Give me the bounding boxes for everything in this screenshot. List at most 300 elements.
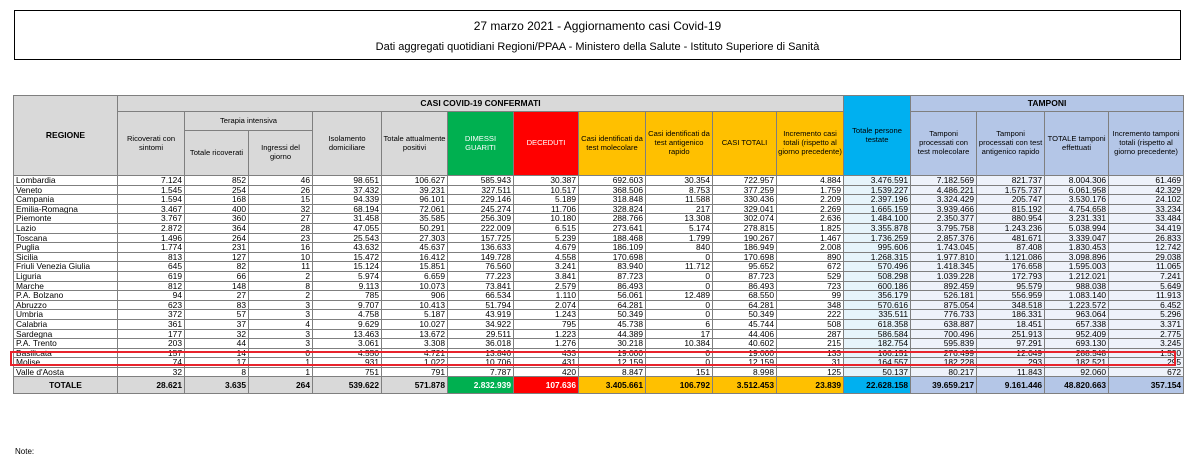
table-row — [14, 291, 1184, 301]
value-cell: 68.550 — [713, 291, 777, 301]
value-cell: 586.584 — [844, 329, 911, 339]
table-row — [14, 271, 1184, 281]
value-cell: 7.182.569 — [911, 176, 977, 186]
value-cell: 186.331 — [977, 310, 1045, 320]
total-cell: 2.832.939 — [448, 377, 514, 394]
value-cell: 892.459 — [911, 281, 977, 291]
value-cell: 1.243 — [514, 310, 579, 320]
value-cell: 83 — [185, 300, 249, 310]
value-cell: 3.231.331 — [1045, 214, 1109, 224]
value-cell: 5.296 — [1109, 310, 1184, 320]
value-cell: 481.671 — [977, 233, 1045, 243]
value-cell: 795 — [514, 319, 579, 329]
value-cell: 245.274 — [448, 204, 514, 214]
value-cell: 1.022 — [382, 358, 448, 368]
region-name-cell: Sicilia — [14, 252, 118, 262]
value-cell: 1.039.228 — [911, 271, 977, 281]
value-cell: 1.276 — [514, 339, 579, 349]
value-cell: 177 — [118, 329, 185, 339]
region-name-cell: Marche — [14, 281, 118, 291]
value-cell: 57 — [185, 310, 249, 320]
value-cell: 73.841 — [448, 281, 514, 291]
value-cell: 293 — [977, 358, 1045, 368]
table-row — [14, 176, 1184, 186]
value-cell: 1.799 — [646, 233, 713, 243]
value-cell: 56.061 — [579, 291, 646, 301]
value-cell: 3.355.878 — [844, 223, 911, 233]
value-cell: 17 — [185, 358, 249, 368]
value-cell: 0 — [646, 358, 713, 368]
value-cell: 231 — [185, 243, 249, 253]
header-region: REGIONE — [14, 96, 118, 176]
value-cell: 16 — [249, 243, 313, 253]
value-cell: 295 — [1109, 358, 1184, 368]
value-cell: 66.534 — [448, 291, 514, 301]
value-cell: 157.725 — [448, 233, 514, 243]
value-cell: 330.436 — [713, 195, 777, 205]
value-cell: 4.884 — [777, 176, 844, 186]
value-cell: 5.174 — [646, 223, 713, 233]
value-cell: 31 — [777, 358, 844, 368]
value-cell: 302.074 — [713, 214, 777, 224]
value-cell: 3.245 — [1109, 339, 1184, 349]
value-cell: 76.560 — [448, 262, 514, 272]
value-cell: 722.957 — [713, 176, 777, 186]
value-cell: 10.384 — [646, 339, 713, 349]
table-row — [14, 262, 1184, 272]
value-cell: 157 — [118, 348, 185, 358]
region-name-cell: Abruzzo — [14, 300, 118, 310]
value-cell: 68.194 — [313, 204, 382, 214]
value-cell: 3.339.047 — [1045, 233, 1109, 243]
value-cell: 77.223 — [448, 271, 514, 281]
value-cell: 988.038 — [1045, 281, 1109, 291]
value-cell: 10 — [249, 252, 313, 262]
value-cell: 3 — [249, 300, 313, 310]
value-cell: 361 — [118, 319, 185, 329]
value-cell: 188.468 — [579, 233, 646, 243]
value-cell: 99 — [777, 291, 844, 301]
value-cell: 44.406 — [713, 329, 777, 339]
table-row — [14, 195, 1184, 205]
header-col-13: Tamponi processati con test antigenico rapido — [977, 112, 1045, 176]
value-cell: 25.543 — [313, 233, 382, 243]
value-cell: 1.825 — [777, 223, 844, 233]
value-cell: 3.530.176 — [1045, 195, 1109, 205]
value-cell: 44.389 — [579, 329, 646, 339]
value-cell: 12.049 — [977, 348, 1045, 358]
value-cell: 39.231 — [382, 185, 448, 195]
value-cell: 50.291 — [382, 223, 448, 233]
value-cell: 600.186 — [844, 281, 911, 291]
value-cell: 31.458 — [313, 214, 382, 224]
value-cell: 10.027 — [382, 319, 448, 329]
value-cell: 13.672 — [382, 329, 448, 339]
value-cell: 508 — [777, 319, 844, 329]
value-cell: 815.192 — [977, 204, 1045, 214]
value-cell: 14 — [185, 348, 249, 358]
value-cell: 4.486.221 — [911, 185, 977, 195]
table-row — [14, 348, 1184, 358]
note-label: Note: — [15, 447, 35, 456]
value-cell: 32 — [249, 204, 313, 214]
value-cell: 170.698 — [713, 252, 777, 262]
value-cell: 645 — [118, 262, 185, 272]
value-cell: 1.743.045 — [911, 243, 977, 253]
value-cell: 96.101 — [382, 195, 448, 205]
value-cell: 46 — [249, 176, 313, 186]
value-cell: 30.218 — [579, 339, 646, 349]
value-cell: 72.061 — [382, 204, 448, 214]
value-cell: 318.848 — [579, 195, 646, 205]
value-cell: 87.723 — [713, 271, 777, 281]
value-cell: 34.922 — [448, 319, 514, 329]
value-cell: 26 — [249, 185, 313, 195]
value-cell: 329.041 — [713, 204, 777, 214]
value-cell: 1.496 — [118, 233, 185, 243]
header-col-10: Incremento casi totali (rispetto al giorno precedente) — [777, 112, 844, 176]
value-cell: 0 — [646, 310, 713, 320]
header-col-3: Isolamento domiciliare — [313, 112, 382, 176]
value-cell: 15.124 — [313, 262, 382, 272]
value-cell: 3.098.896 — [1045, 252, 1109, 262]
value-cell: 203 — [118, 339, 185, 349]
value-cell: 4.558 — [514, 252, 579, 262]
value-cell: 10.073 — [382, 281, 448, 291]
header-col-0: Ricoverati con sintomi — [118, 112, 185, 176]
value-cell: 420 — [514, 367, 579, 377]
report-title: 27 marzo 2021 - Aggiornamento casi Covid-19 — [473, 19, 722, 33]
value-cell: 11.706 — [514, 204, 579, 214]
value-cell: 94.339 — [313, 195, 382, 205]
value-cell: 995.606 — [844, 243, 911, 253]
value-cell: 15.851 — [382, 262, 448, 272]
header-col-9: CASI TOTALI — [713, 112, 777, 176]
value-cell: 86.493 — [579, 281, 646, 291]
value-cell: 3.795.758 — [911, 223, 977, 233]
value-cell: 127 — [185, 252, 249, 262]
value-cell: 1 — [249, 367, 313, 377]
total-cell: 28.621 — [118, 377, 185, 394]
value-cell: 1 — [249, 358, 313, 368]
value-cell: 15 — [249, 195, 313, 205]
value-cell: 2.350.377 — [911, 214, 977, 224]
value-cell: 215 — [777, 339, 844, 349]
value-cell: 35.585 — [382, 214, 448, 224]
value-cell: 8.004.306 — [1045, 176, 1109, 186]
value-cell: 222 — [777, 310, 844, 320]
value-cell: 151 — [646, 367, 713, 377]
value-cell: 1.594 — [118, 195, 185, 205]
value-cell: 148 — [185, 281, 249, 291]
value-cell: 700.496 — [911, 329, 977, 339]
value-cell: 149.728 — [448, 252, 514, 262]
value-cell: 82 — [185, 262, 249, 272]
value-cell: 136.633 — [448, 243, 514, 253]
value-cell: 106.627 — [382, 176, 448, 186]
value-cell: 751 — [313, 367, 382, 377]
value-cell: 37.432 — [313, 185, 382, 195]
header-col-7: Casi identificati da test molecolare — [579, 112, 646, 176]
value-cell: 1.977.810 — [911, 252, 977, 262]
value-cell: 24.102 — [1109, 195, 1184, 205]
value-cell: 0 — [646, 252, 713, 262]
total-cell: 539.622 — [313, 377, 382, 394]
table-row — [14, 367, 1184, 377]
value-cell: 672 — [777, 262, 844, 272]
table-row — [14, 339, 1184, 349]
value-cell: 44 — [185, 339, 249, 349]
value-cell: 30.354 — [646, 176, 713, 186]
region-name-cell: Campania — [14, 195, 118, 205]
value-cell: 1.110 — [514, 291, 579, 301]
value-cell: 1.418.345 — [911, 262, 977, 272]
value-cell: 276.499 — [911, 348, 977, 358]
region-name-cell: Sardegna — [14, 329, 118, 339]
value-cell: 12.159 — [579, 358, 646, 368]
table-row — [14, 185, 1184, 195]
value-cell: 33.234 — [1109, 204, 1184, 214]
value-cell: 618.358 — [844, 319, 911, 329]
value-cell: 43.919 — [448, 310, 514, 320]
table-row — [14, 300, 1184, 310]
value-cell: 785 — [313, 291, 382, 301]
region-name-cell: Umbria — [14, 310, 118, 320]
value-cell: 2 — [249, 291, 313, 301]
value-cell: 45.738 — [579, 319, 646, 329]
value-cell: 11.588 — [646, 195, 713, 205]
value-cell: 556.959 — [977, 291, 1045, 301]
value-cell: 2.636 — [777, 214, 844, 224]
region-name-cell: Emilia-Romagna — [14, 204, 118, 214]
value-cell: 2.872 — [118, 223, 185, 233]
value-cell: 9.113 — [313, 281, 382, 291]
region-name-cell: Valle d'Aosta — [14, 367, 118, 377]
value-cell: 51.794 — [448, 300, 514, 310]
value-cell: 190.267 — [713, 233, 777, 243]
value-cell: 87.723 — [579, 271, 646, 281]
value-cell: 98.651 — [313, 176, 382, 186]
value-cell: 8 — [185, 367, 249, 377]
value-cell: 4.550 — [313, 348, 382, 358]
value-cell: 133 — [777, 348, 844, 358]
value-cell: 27 — [249, 214, 313, 224]
value-cell: 6 — [646, 319, 713, 329]
value-cell: 12.489 — [646, 291, 713, 301]
value-cell: 0 — [646, 348, 713, 358]
value-cell: 95.652 — [713, 262, 777, 272]
value-cell: 32 — [118, 367, 185, 377]
value-cell: 11 — [249, 262, 313, 272]
value-cell: 2.074 — [514, 300, 579, 310]
value-cell: 11.913 — [1109, 291, 1184, 301]
region-name-cell: Friuli Venezia Giulia — [14, 262, 118, 272]
value-cell: 3.939.466 — [911, 204, 977, 214]
value-cell: 3.476.591 — [844, 176, 911, 186]
value-cell: 9.707 — [313, 300, 382, 310]
value-cell: 0 — [249, 348, 313, 358]
value-cell: 6.452 — [1109, 300, 1184, 310]
value-cell: 1.484.100 — [844, 214, 911, 224]
table-row — [14, 252, 1184, 262]
value-cell: 1.223 — [514, 329, 579, 339]
table-row — [14, 233, 1184, 243]
value-cell: 5.189 — [514, 195, 579, 205]
value-cell: 19.000 — [579, 348, 646, 358]
value-cell: 125 — [777, 367, 844, 377]
table-row — [14, 223, 1184, 233]
value-cell: 1.736.259 — [844, 233, 911, 243]
value-cell: 66 — [185, 271, 249, 281]
value-cell: 2.857.376 — [911, 233, 977, 243]
value-cell: 5.974 — [313, 271, 382, 281]
value-cell: 40.602 — [713, 339, 777, 349]
value-cell: 3 — [249, 310, 313, 320]
table-row — [14, 329, 1184, 339]
value-cell: 18.451 — [977, 319, 1045, 329]
value-cell: 723 — [777, 281, 844, 291]
value-cell: 92.060 — [1045, 367, 1109, 377]
value-cell: 45.637 — [382, 243, 448, 253]
value-cell: 672 — [1109, 367, 1184, 377]
value-cell: 400 — [185, 204, 249, 214]
value-cell: 34.419 — [1109, 223, 1184, 233]
value-cell: 264 — [185, 233, 249, 243]
value-cell: 168 — [185, 195, 249, 205]
value-cell: 360 — [185, 214, 249, 224]
region-name-cell: Basilicata — [14, 348, 118, 358]
value-cell: 19.000 — [713, 348, 777, 358]
value-cell: 2.209 — [777, 195, 844, 205]
value-cell: 61.469 — [1109, 176, 1184, 186]
table-row — [14, 358, 1184, 368]
value-cell: 23 — [249, 233, 313, 243]
value-cell: 693.130 — [1045, 339, 1109, 349]
value-cell: 875.054 — [911, 300, 977, 310]
value-cell: 27.303 — [382, 233, 448, 243]
value-cell: 217 — [646, 204, 713, 214]
value-cell: 657.338 — [1045, 319, 1109, 329]
value-cell: 1.539.227 — [844, 185, 911, 195]
value-cell: 348 — [777, 300, 844, 310]
header-col-12: Tamponi processati con test molecolare — [911, 112, 977, 176]
region-name-cell: Lazio — [14, 223, 118, 233]
table-row — [14, 243, 1184, 253]
value-cell: 12.159 — [713, 358, 777, 368]
value-cell: 4.758 — [313, 310, 382, 320]
value-cell: 368.506 — [579, 185, 646, 195]
value-cell: 3.841 — [514, 271, 579, 281]
table-row — [14, 204, 1184, 214]
value-cell: 186.109 — [579, 243, 646, 253]
value-cell: 164.557 — [844, 358, 911, 368]
value-cell: 8.847 — [579, 367, 646, 377]
value-cell: 1.545 — [118, 185, 185, 195]
header-terapia-intensiva: Terapia intensiva — [185, 112, 313, 131]
value-cell: 10.180 — [514, 214, 579, 224]
total-cell: 48.820.663 — [1045, 377, 1109, 394]
value-cell: 1.083.140 — [1045, 291, 1109, 301]
value-cell: 3.061 — [313, 339, 382, 349]
totals-row — [14, 377, 1184, 394]
value-cell: 3.324.429 — [911, 195, 977, 205]
value-cell: 11.712 — [646, 262, 713, 272]
value-cell: 288.548 — [1045, 348, 1109, 358]
value-cell: 5.038.994 — [1045, 223, 1109, 233]
value-cell: 821.737 — [977, 176, 1045, 186]
value-cell: 813 — [118, 252, 185, 262]
value-cell: 7.787 — [448, 367, 514, 377]
value-cell: 172.793 — [977, 271, 1045, 281]
header-col-6: DECEDUTI — [514, 112, 579, 176]
header-col-15: Incremento tamponi totali (rispetto al giorno precedente) — [1109, 112, 1184, 176]
value-cell: 2.269 — [777, 204, 844, 214]
value-cell: 5.187 — [382, 310, 448, 320]
value-cell: 931 — [313, 358, 382, 368]
value-cell: 1.530 — [1109, 348, 1184, 358]
region-name-cell: Toscana — [14, 233, 118, 243]
value-cell: 3 — [249, 329, 313, 339]
region-name-cell: Piemonte — [14, 214, 118, 224]
value-cell: 1.595.003 — [1045, 262, 1109, 272]
value-cell: 433 — [514, 348, 579, 358]
value-cell: 30.387 — [514, 176, 579, 186]
value-cell: 6.515 — [514, 223, 579, 233]
value-cell: 356.179 — [844, 291, 911, 301]
region-name-cell: Lombardia — [14, 176, 118, 186]
value-cell: 94 — [118, 291, 185, 301]
value-cell: 1.575.737 — [977, 185, 1045, 195]
value-cell: 29.038 — [1109, 252, 1184, 262]
value-cell: 8.998 — [713, 367, 777, 377]
total-cell: 22.628.158 — [844, 377, 911, 394]
value-cell: 9.629 — [313, 319, 382, 329]
value-cell: 5.649 — [1109, 281, 1184, 291]
value-cell: 7.241 — [1109, 271, 1184, 281]
value-cell: 3.767 — [118, 214, 185, 224]
value-cell: 529 — [777, 271, 844, 281]
value-cell: 364 — [185, 223, 249, 233]
value-cell: 37 — [185, 319, 249, 329]
value-cell: 26.833 — [1109, 233, 1184, 243]
value-cell: 64.281 — [713, 300, 777, 310]
total-cell: 571.878 — [382, 377, 448, 394]
value-cell: 1.774 — [118, 243, 185, 253]
totals-label: TOTALE — [14, 377, 118, 394]
value-cell: 776.733 — [911, 310, 977, 320]
value-cell: 952.409 — [1045, 329, 1109, 339]
total-cell: 264 — [249, 377, 313, 394]
value-cell: 28 — [249, 223, 313, 233]
value-cell: 33.484 — [1109, 214, 1184, 224]
value-cell: 50.349 — [579, 310, 646, 320]
value-cell: 36.018 — [448, 339, 514, 349]
value-cell: 3.308 — [382, 339, 448, 349]
table-row — [14, 310, 1184, 320]
table-row — [14, 319, 1184, 329]
value-cell: 0 — [646, 271, 713, 281]
value-cell: 431 — [514, 358, 579, 368]
value-cell: 1.830.453 — [1045, 243, 1109, 253]
region-name-cell: Calabria — [14, 319, 118, 329]
value-cell: 880.954 — [977, 214, 1045, 224]
value-cell: 890 — [777, 252, 844, 262]
value-cell: 45.744 — [713, 319, 777, 329]
value-cell: 906 — [382, 291, 448, 301]
value-cell: 74 — [118, 358, 185, 368]
value-cell: 97.291 — [977, 339, 1045, 349]
value-cell: 10.706 — [448, 358, 514, 368]
